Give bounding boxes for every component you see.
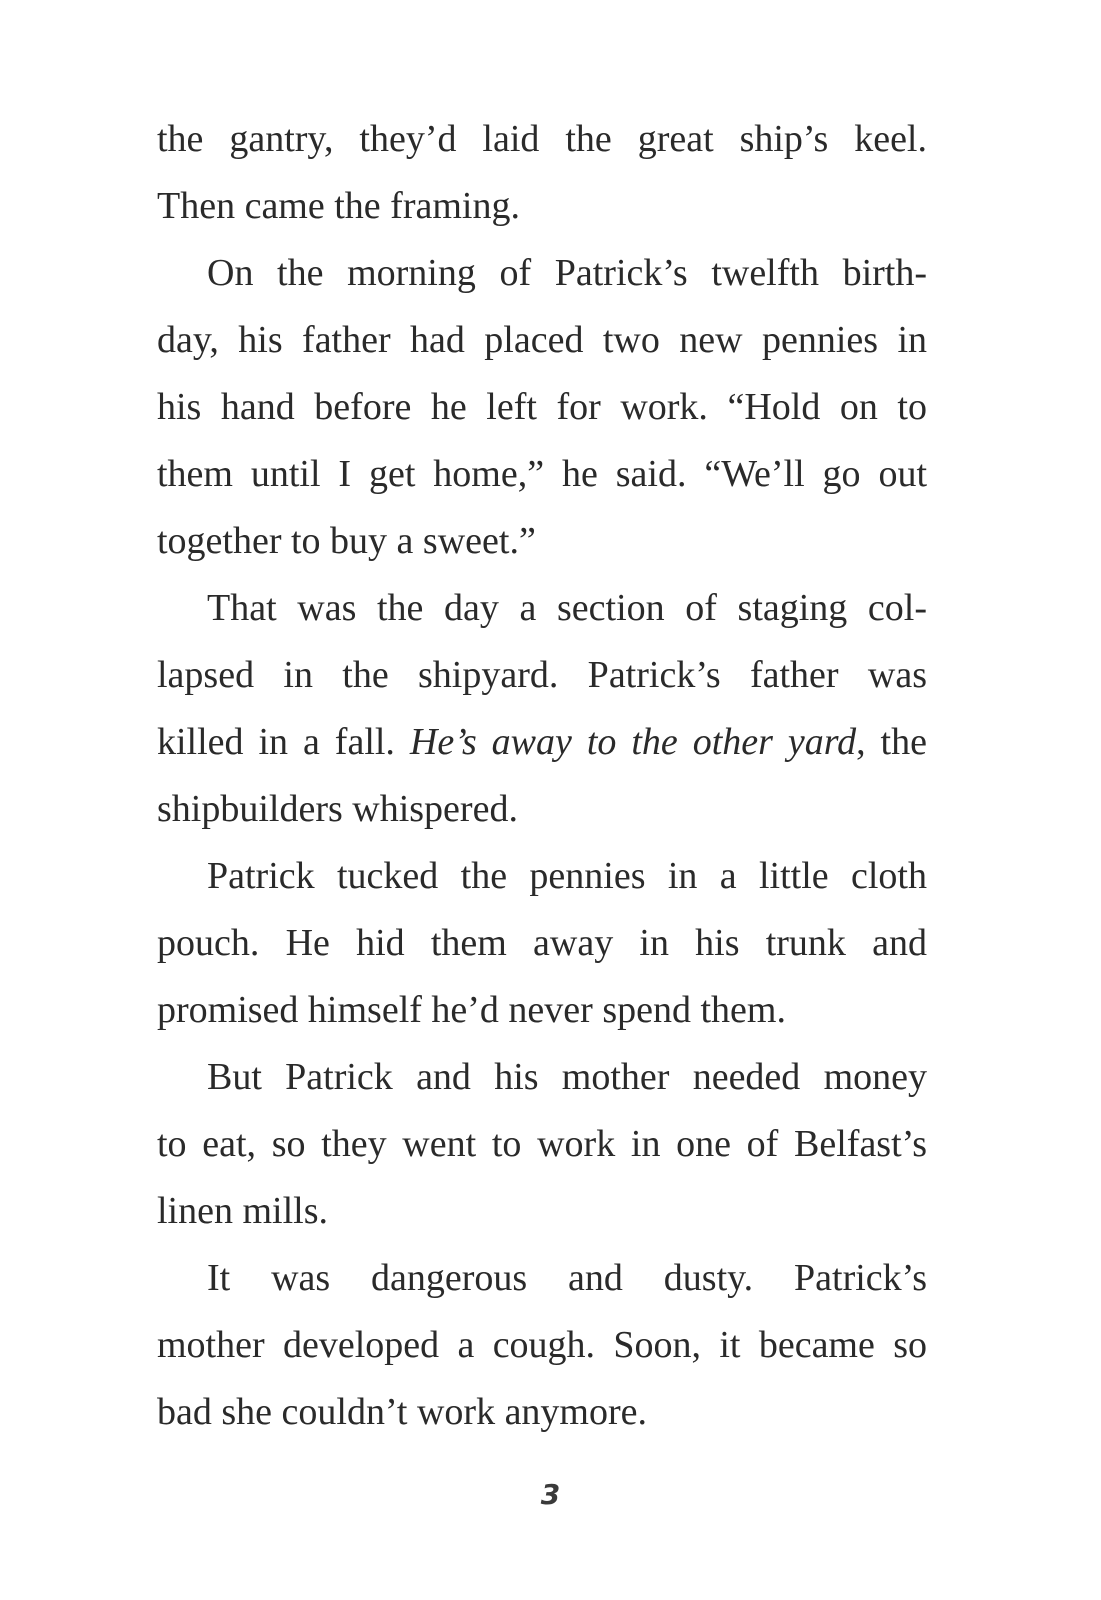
page-number: 3 (540, 1478, 561, 1511)
text-line: pouch. He hid them away in his trunk and (157, 922, 927, 964)
paragraph-2 (157, 240, 927, 575)
text-line: bad she couldn’t work anymore. (157, 1391, 648, 1433)
text-run: , the (856, 721, 927, 763)
text-run: killed in a fall. (157, 721, 410, 763)
paragraph-5 (157, 1044, 927, 1245)
text-line: day, his father had placed two new pennies in (157, 319, 927, 361)
text-line: the gantry, they’d laid the great ship’s keel. (157, 118, 927, 160)
italic-phrase: He’s away to the other yard (409, 721, 857, 763)
paragraph-4 (157, 843, 927, 1044)
paragraph-1 (157, 106, 927, 240)
text-line: On the morning of Patrick’s twelfth birth- (207, 252, 927, 294)
text-line: mother developed a cough. Soon, it became so (157, 1324, 927, 1366)
text-line: together to buy a sweet.” (157, 520, 536, 562)
text-line: Then came the framing. (157, 185, 520, 227)
text-line: to eat, so they went to work in one of Belfast’s (157, 1123, 927, 1165)
text-line: linen mills. (157, 1190, 328, 1232)
text-line: But Patrick and his mother needed money (207, 1056, 927, 1098)
text-line-with-italic (157, 709, 927, 776)
paragraph-6 (157, 1245, 927, 1446)
text-line: lapsed in the shipyard. Patrick’s father was (157, 654, 927, 696)
text-line: promised himself he’d never spend them. (157, 989, 786, 1031)
text-line: That was the day a section of staging col- (207, 587, 927, 629)
text-line: them until I get home,” he said. “We’ll go out (157, 453, 927, 495)
body-text (157, 106, 927, 1446)
text-line: his hand before he left for work. “Hold on to (157, 386, 927, 428)
text-line: It was dangerous and dusty. Patrick’s (207, 1257, 927, 1299)
paragraph-3 (157, 575, 927, 843)
text-line: shipbuilders whispered. (157, 788, 518, 830)
text-line: Patrick tucked the pennies in a little cloth (207, 855, 927, 897)
